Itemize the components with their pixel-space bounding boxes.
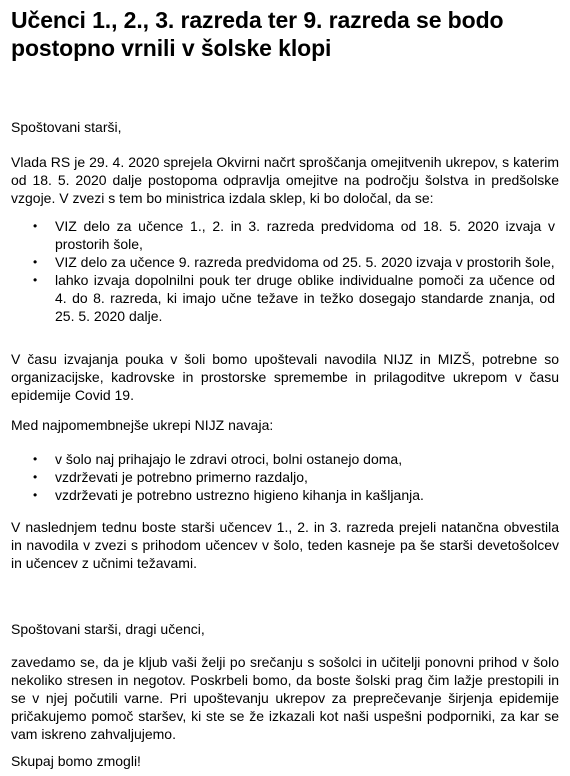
list-item-text: VIZ delo za učence 9. razreda predvidoma od 25. 5. 2020 izvaja v prostorih šole, (55, 254, 555, 270)
list-item (11, 486, 559, 504)
page-title: Učenci 1., 2., 3. razreda ter 9. razreda se bodo postopno vrnili v šolske klopi (11, 7, 504, 61)
bullet-icon: • (33, 488, 38, 502)
list-item-text: lahko izvaja dopolnilni pouk ter druge oblike individualne pomoči za učence od 4. do 8. razreda, ki imajo učne težave in težko dosegajo standarde znanja, od 25. 5. 2020 dalje. (55, 272, 555, 324)
closing-line: Skupaj bomo zmogli! (11, 753, 141, 769)
list-item-text: VIZ delo za učence 1., 2. in 3. razreda predvidoma od 18. 5. 2020 izvaja v prostorih šole, (55, 218, 555, 252)
paragraph-guidelines: V času izvajanja pouka v šoli bomo upoštevali navodila NIJZ in MIZŠ, potrebne so organizacijske, kadrovske in prostorske spremembe in prilagoditve ukrepom v času epidemije Covid 19. (11, 351, 559, 403)
list-item (11, 217, 559, 253)
paragraph-next-week: V naslednjem tednu boste starši učencev 1., 2. in 3. razreda prejeli natančna obvestila in navodila v zvezi s prihodom učencev v šolo, teden kasneje pa še starši devetošolcev in učencev z učnimi težavami. (11, 519, 559, 571)
list-item (11, 271, 559, 325)
greeting-parents: Spoštovani starši, (11, 119, 122, 135)
paragraph-reassurance: zavedamo se, da je kljub vaši želji po srečanju s sošolci in učitelji ponovni prihod v šolo nekoliko stresen in negotov. Poskrbeli bomo, da boste šolski prag čim lažje prestopili in se v njej počutili varne. Pri upoštevanju ukrepov za preprečevanje širjenja epidemije pričakujemo pomoč staršev, ki ste se že izkazali kot naši uspešni podporniki, za kar se vam iskreno zahvaljujemo. (11, 654, 559, 742)
greeting-parents-students: Spoštovani starši, dragi učenci, (11, 621, 205, 637)
list-item (11, 253, 559, 271)
paragraph-government-plan: Vlada RS je 29. 4. 2020 sprejela Okvirni načrt sproščanja omejitvenih ukrepov, s katerim od 18. 5. 2020 dalje postopoma odpravlja omejitve na področju šolstva in predšolske vzgoje. V zvezi s tem bo ministrica izdala sklep, ki bo določal, da se: (11, 154, 559, 206)
document-page (11, 0, 559, 769)
bullet-icon: • (33, 470, 38, 484)
bullet-icon: • (33, 452, 38, 466)
bullet-icon: • (33, 255, 38, 269)
list-item-text: vzdrževati je potrebno primerno razdaljo, (55, 469, 308, 485)
list-item (11, 450, 559, 468)
bullet-icon: • (33, 219, 38, 233)
decree-list (11, 217, 559, 325)
list-item (11, 468, 559, 486)
measures-list (11, 450, 559, 504)
bullet-icon: • (33, 273, 38, 287)
measures-intro: Med najpomembnejše ukrepi NIJZ navaja: (11, 417, 274, 433)
list-item-text: vzdrževati je potrebno ustrezno higieno kihanja in kašljanja. (55, 487, 424, 503)
list-item-text: v šolo naj prihajajo le zdravi otroci, bolni ostanejo doma, (55, 451, 403, 467)
